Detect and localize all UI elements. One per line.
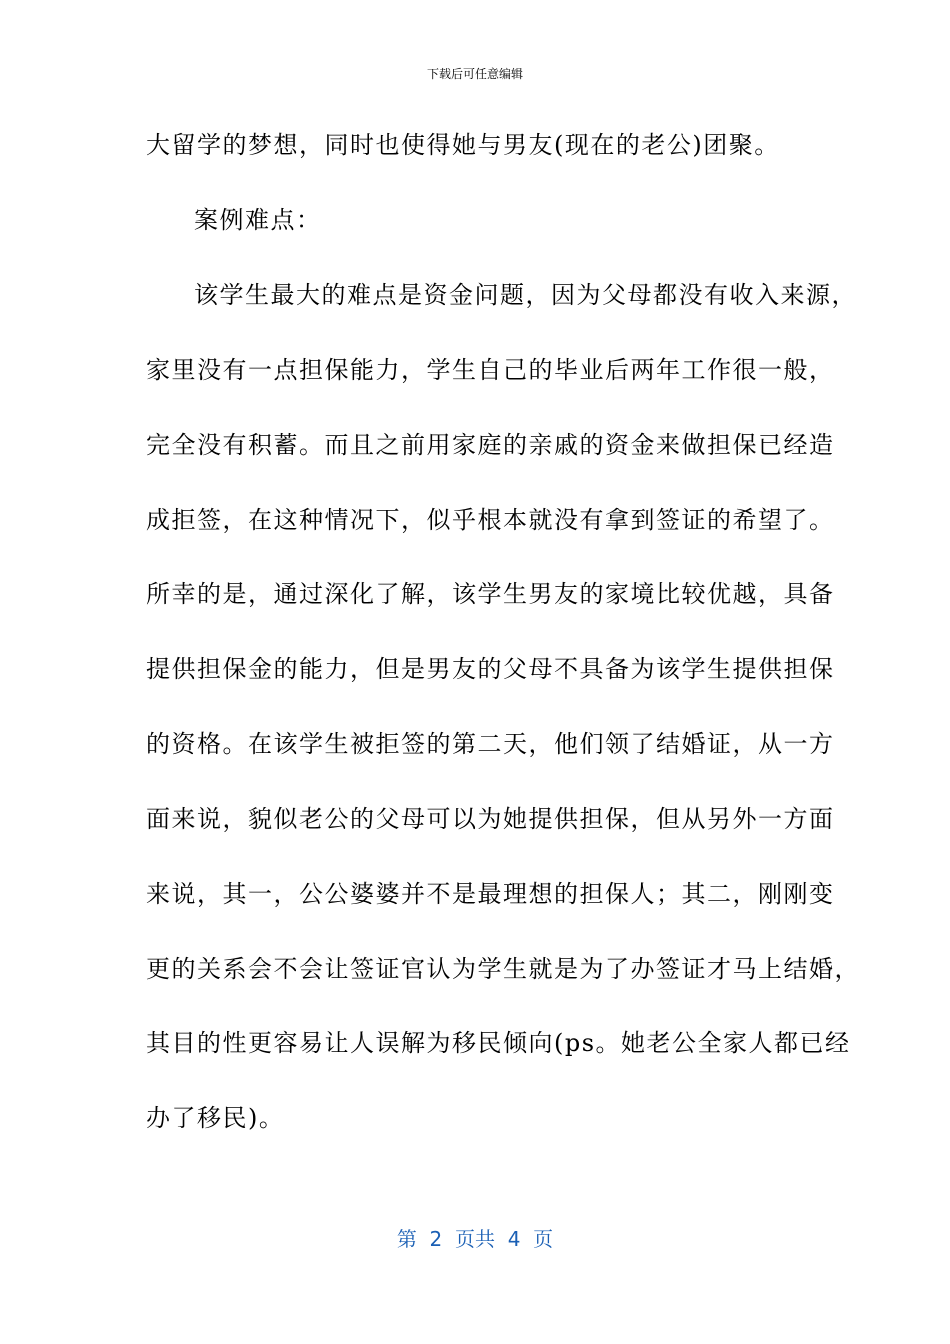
text-line: 其目的性更容易让人误解为移民倾向(ps。她老公全家人都已经 — [146, 1029, 851, 1057]
section-heading: 案例难点： — [194, 206, 322, 234]
text-line: 家里没有一点担保能力，学生自己的毕业后两年工作很一般， — [146, 356, 835, 384]
text-line: 该学生最大的难点是资金问题，因为父母都没有收入来源， — [194, 281, 857, 309]
text-line: 办了移民)。 — [146, 1104, 285, 1132]
text-line: 大留学的梦想，同时也使得她与男友(现在的老公)团聚。 — [146, 131, 780, 159]
text-line: 完全没有积蓄。而且之前用家庭的亲戚的资金来做担保已经造 — [146, 431, 835, 459]
text-line: 的资格。在该学生被拒签的第二天，他们领了结婚证，从一方 — [146, 730, 835, 758]
page-header: 下载后可任意编辑 — [426, 67, 523, 81]
text-line: 成拒签，在这种情况下，似乎根本就没有拿到签证的希望了。 — [146, 506, 835, 534]
text-line: 所幸的是，通过深化了解，该学生男友的家境比较优越，具备 — [146, 580, 835, 608]
text-line: 面来说，貌似老公的父母可以为她提供担保，但从另外一方面 — [146, 805, 835, 833]
text-line: 提供担保金的能力，但是男友的父母不具备为该学生提供担保 — [146, 655, 835, 683]
text-line: 更的关系会不会让签证官认为学生就是为了办签证才马上结婚， — [146, 955, 860, 983]
page-number-footer: 第 2 页共 4 页 — [396, 1227, 554, 1251]
text-line: 来说，其一，公公婆婆并不是最理想的担保人；其二，刚刚变 — [146, 880, 835, 908]
